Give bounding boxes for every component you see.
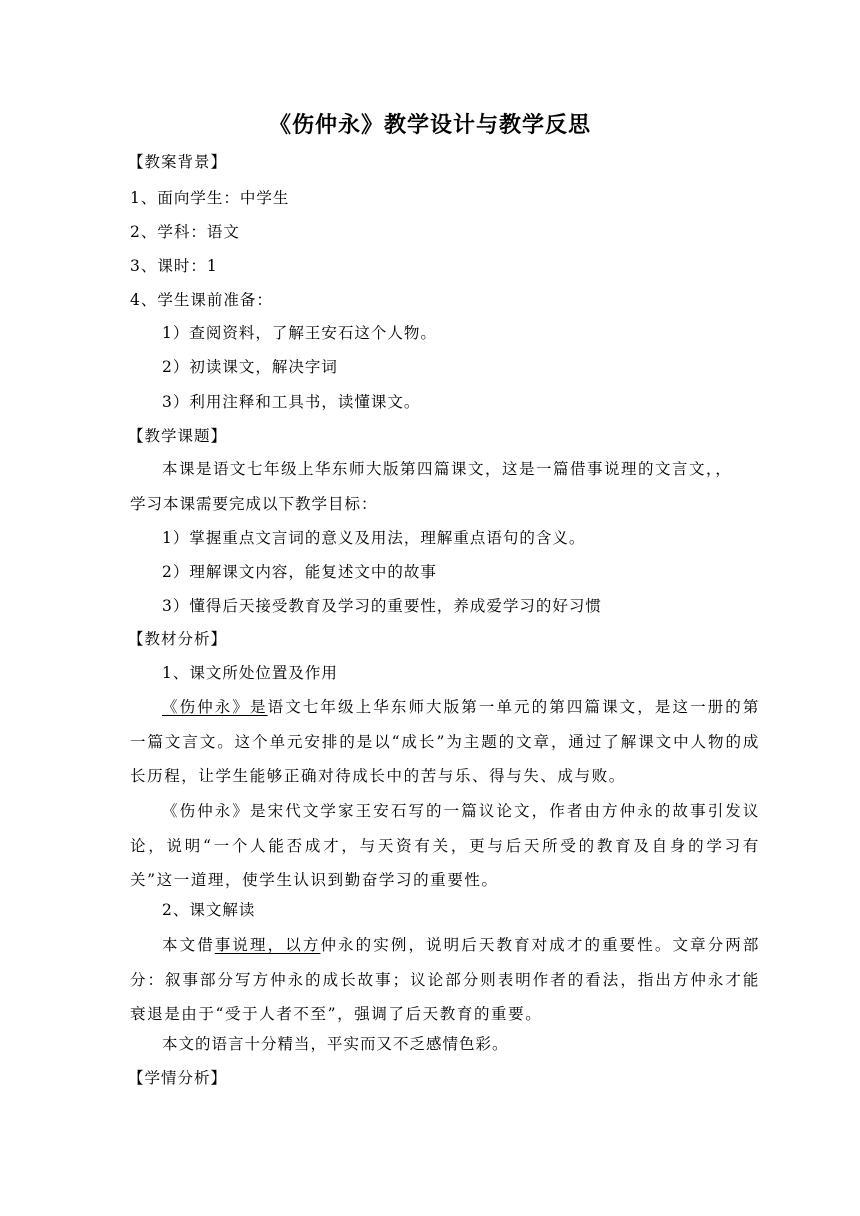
paragraph-position	[130, 690, 760, 794]
background-item-students: 1、面向学生：中学生	[130, 189, 290, 207]
background-item-preparation: 4、学生课前准备：	[130, 291, 273, 309]
goal-item: 2）理解课文内容，能复述文中的故事	[162, 563, 437, 581]
paragraph-text: 仲永的实例，说明后天教育对成才的重要性。文章分两部分：叙事部分写方仲永的成长故事；议论部分则表明作者的看法，指出方仲永才能衰退是由于“受于人者不至”，强调了后天教育的重要。	[130, 936, 760, 1023]
section-heading-topic: 【教学课题】	[128, 427, 228, 445]
background-item-subject: 2、学科：语文	[130, 223, 240, 241]
goal-item: 1）掌握重点文言词的意义及用法，理解重点语句的含义。	[162, 529, 586, 547]
paragraph-text: 语文七年级上华东师大版第一单元的第四篇课文，是这一册的第一篇文言文。这个单元安排的是以“成长”为主题的文章，通过了解课文中人物的成长历程，让学生能够正确对待成长中的苦与乐、得与失、成与败。	[130, 698, 760, 785]
prep-item: 1）查阅资料，了解王安石这个人物。	[162, 324, 437, 342]
topic-text-line: 本课是语文七年级上华东师大版第四篇课文，这是一篇借事说理的文言文，，	[162, 460, 733, 478]
document-title: 《伤仲永》教学设计与教学反思	[268, 113, 591, 138]
underlined-text: 《伤仲永》是	[162, 698, 268, 716]
topic-text-line: 学习本课需要完成以下教学目标：	[130, 495, 378, 513]
prep-item: 2）初读课文，解决字词	[162, 358, 338, 376]
subheading-interpretation: 2、课文解读	[162, 901, 256, 919]
paragraph-language: 本文的语言十分精当，平实而又不乏感情色彩。	[162, 1035, 509, 1053]
section-heading-students: 【学情分析】	[128, 1069, 228, 1087]
prep-item: 3）利用注释和工具书，读懂课文。	[162, 393, 421, 411]
section-heading-background: 【教案背景】	[128, 153, 228, 171]
paragraph-text: 本文借	[162, 936, 215, 954]
section-heading-material: 【教材分析】	[128, 630, 228, 648]
paragraph-author: 《伤仲永》是宋代文学家王安石写的一篇议论文，作者由方仲永的故事引发议论，说明“一个人能否成才，与天资有关，更与后天所受的教育及自身的学习有关”这一道理，使学生认识到勤奋学习的重要性。	[130, 802, 760, 889]
subheading-position: 1、课文所处位置及作用	[162, 664, 338, 682]
goal-item: 3）懂得后天接受教育及学习的重要性，养成爱学习的好习惯	[162, 597, 602, 615]
paragraph-interpretation	[130, 928, 760, 1032]
underlined-text: 事说理，以方	[214, 936, 321, 954]
background-item-periods: 3、课时：1	[130, 257, 218, 275]
